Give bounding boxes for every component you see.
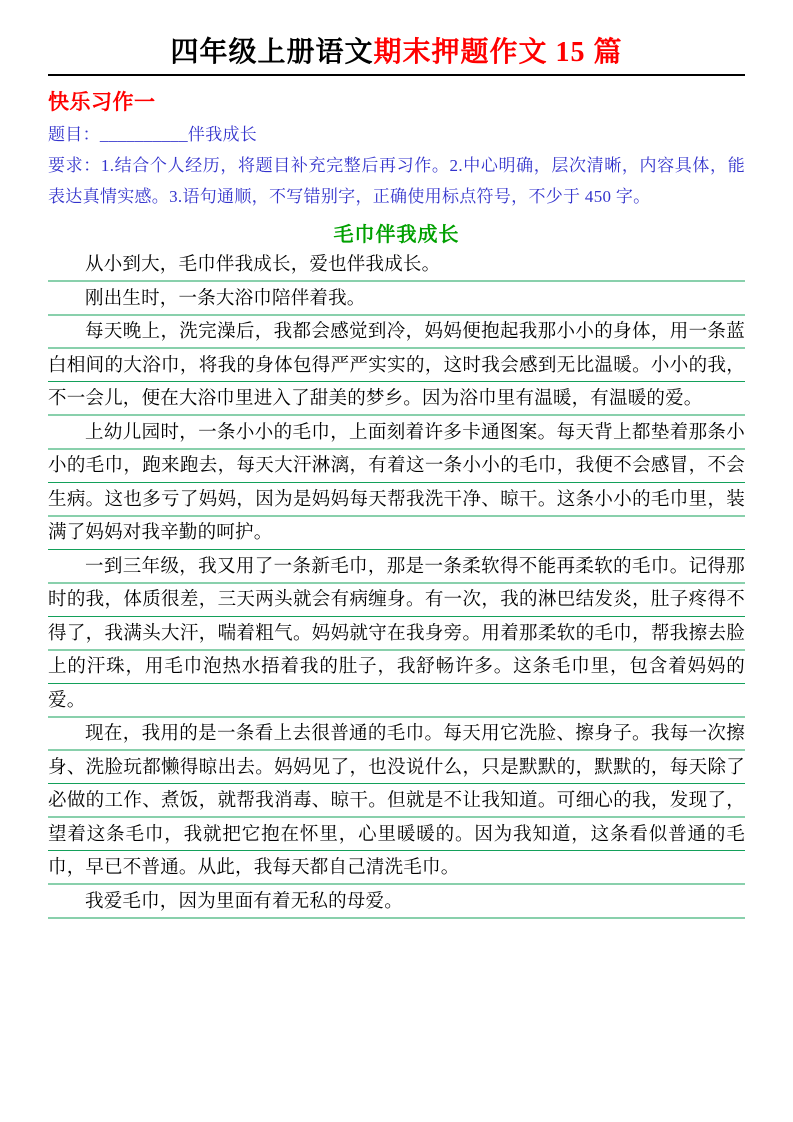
topic-label: 题目：: [48, 125, 100, 144]
section-heading: 快乐习作一: [48, 90, 156, 114]
page-title-black: 四年级上册语文: [170, 37, 374, 68]
essay-paragraph: 刚出生时，一条大浴巾陪伴着我。: [48, 283, 745, 317]
essay-paragraph: 上幼儿园时，一条小小的毛巾，上面刻着许多卡通图案。每天背上都垫着那条小小的毛巾，跑来跑去，每天大汗淋漓，有着这一条小小的毛巾，我便不会感冒，不会生病。这也多亏了妈妈，因为是妈妈每天帮我洗干净、晾干。这条小小的毛巾里，装满了妈妈对我辛勤的呵护。: [48, 417, 745, 551]
essay-paragraph: 一到三年级，我又用了一条新毛巾，那是一条柔软得不能再柔软的毛巾。记得那时的我，体质很差，三天两头就会有病缠身。有一次，我的淋巴结发炎，肚子疼得不得了，我满头大汗，喘着粗气。妈妈就守在我身旁。用着那柔软的毛巾，帮我擦去脸上的汗珠，用毛巾泡热水捂着我的肚子，我舒畅许多。这条毛巾里，包含着妈妈的爱。: [48, 551, 745, 719]
topic-text: 伴我成长: [187, 125, 258, 144]
topic-blank: __________: [99, 125, 188, 144]
requirements-text: 要求：1.结合个人经历，将题目补充完整后再习作。2.中心明确，层次清晰，内容具体，能表达真情实感。3.语句通顺，不写错别字，正确使用标点符号，不少于 450 字。: [48, 156, 745, 206]
essay-paragraph: 现在，我用的是一条看上去很普通的毛巾。每天用它洗脸、擦身子。我每一次擦身、洗脸玩都懒得晾出去。妈妈见了，也没说什么，只是默默的，默默的，每天除了必做的工作、煮饭，就帮我消毒、晾干。但就是不让我知道。可细心的我，发现了，望着这条毛巾，我就把它抱在怀里，心里暖暖的。因为我知道，这条看似普通的毛巾，早已不普通。从此，我每天都自己清洗毛巾。: [48, 718, 745, 886]
title-divider: [48, 74, 745, 76]
page-title: [48, 30, 745, 74]
topic-line: [48, 120, 745, 150]
essay-body: [48, 249, 745, 919]
essay-paragraph: 从小到大，毛巾伴我成长，爱也伴我成长。: [48, 249, 745, 283]
page-title-red: 期末押题作文 15 篇: [373, 37, 623, 68]
essay-paragraph: 我爱毛巾，因为里面有着无私的母爱。: [48, 886, 745, 920]
essay-paragraph: 每天晚上，洗完澡后，我都会感觉到冷，妈妈便抱起我那小小的身体，用一条蓝白相间的大浴巾，将我的身体包得严严实实的，这时我会感到无比温暖。小小的我，不一会儿，便在大浴巾里进入了甜美的梦乡。因为浴巾里有温暖，有温暖的爱。: [48, 316, 745, 417]
essay-title: 毛巾伴我成长: [333, 224, 460, 246]
